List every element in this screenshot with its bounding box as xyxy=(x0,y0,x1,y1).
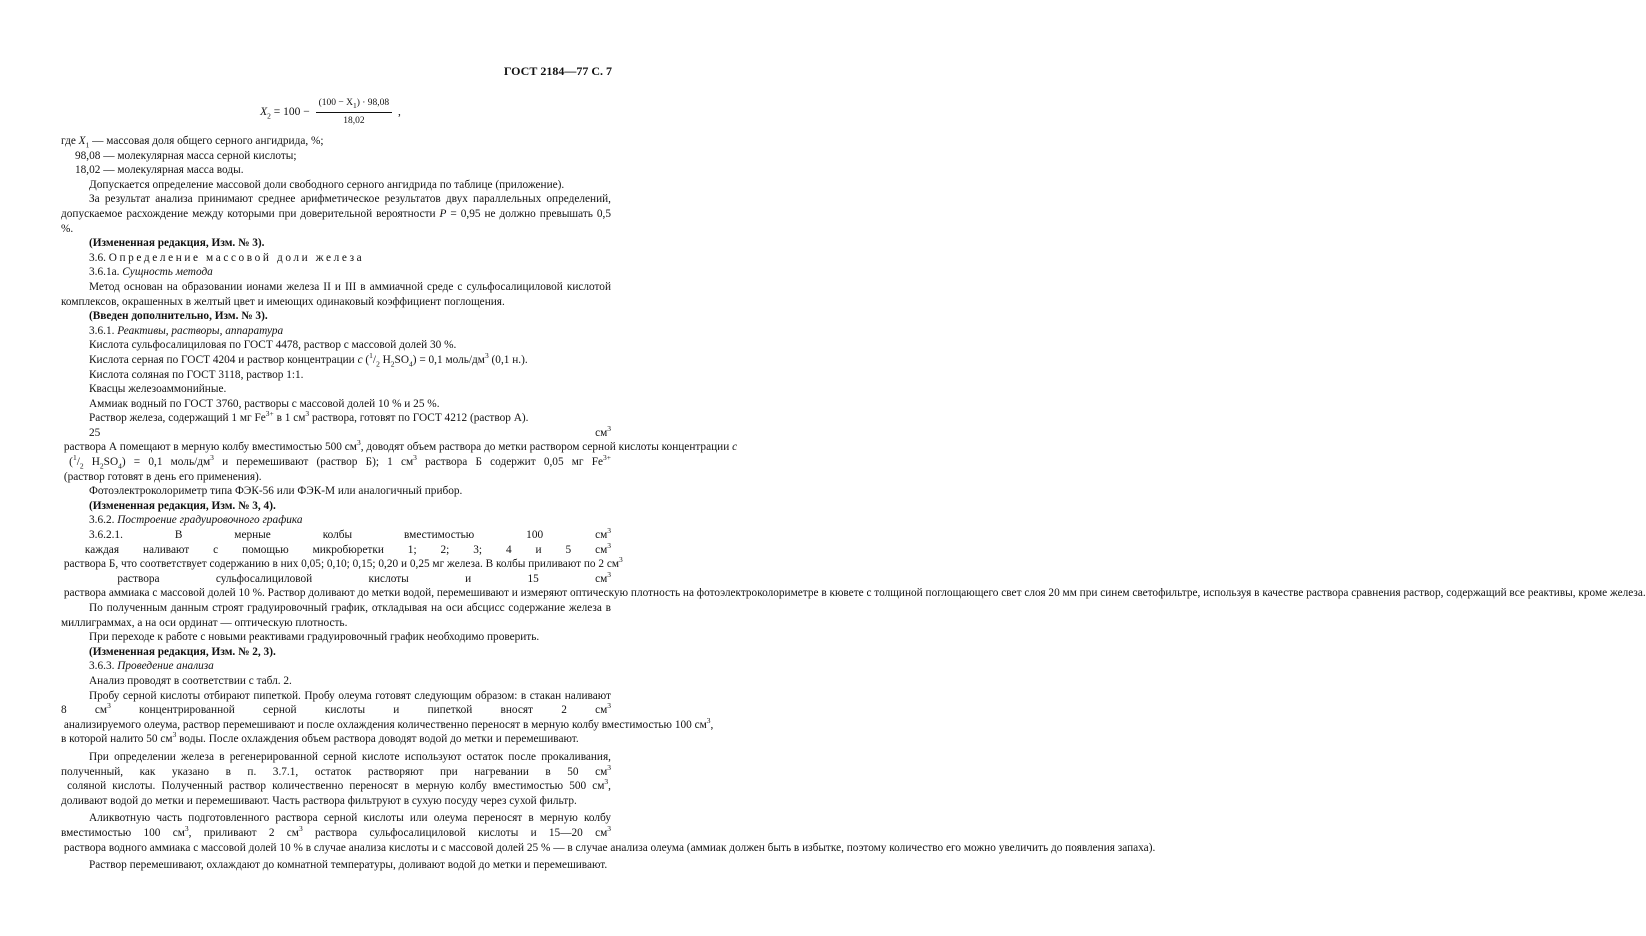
document-body xyxy=(61,134,1646,873)
paragraph-graph: По полученным данным строят градуировочный график, откладывая на оси абсцисс содержание железа в миллиграммах, а на оси ординат — оптическую плотность. xyxy=(61,602,611,629)
edition-note-4: (Измененная редакция, Изм. № 2, 3). xyxy=(89,645,276,658)
formula-numerator: $(100 - X_1) \cdot 98,08$ xyxy=(316,96,393,113)
section-3-6-1-heading: 3.6.1. Реактивы, растворы, аппаратура xyxy=(89,324,284,337)
legend-1802: 18,02 — молекулярная масса воды. xyxy=(75,164,244,177)
edition-note-2: (Введен дополнительно, Изм. № 3). xyxy=(89,310,268,323)
paragraph-table-note: Допускается определение массовой доли свободного серного ангидрида по таблице (приложение). xyxy=(89,178,565,191)
paragraph-sampling: Пробу серной кислоты отбирают пипеткой. Пробу олеума готовят следующим образом: в стакан наливают 8 $см^3$ концентрированной серной кислоты и пипеткой вносят 2 $см^3$ анализируемого олеума, раствор перемешивают и после охлаждения количественно переносят в мерную колбу вместимостью 100 $см^3$, в которой налито 50 $см^3$ воды. После охлаждения объем раствора доводят водой до метки и перемешивают. xyxy=(61,689,714,746)
reagent-hydrochloric: Кислота соляная по ГОСТ 3118, раствор 1:1. xyxy=(89,368,304,381)
paragraph-aliquot: Аликвотную часть подготовленного раствора серной кислоты или олеума переносят в мерную колбу вместимостью 100 $см^3$, приливают 2 $см^3$ раствора сульфосалициловой кислоты и 15—20 $см^3$ раствора водного аммиака с массовой долей 10 % в случае анализа кислоты и с массовой долей 25 % — в случае анализа олеума (аммиак должен быть в избытке, поэтому количество его можно увеличить до появления запаха). xyxy=(61,812,1156,854)
section-3-6-heading: 3.6. Определение массовой доли железа xyxy=(89,251,365,264)
formula-denominator: 18,02 xyxy=(343,115,365,126)
edition-note-3: (Измененная редакция, Изм. № 3, 4). xyxy=(89,499,276,512)
reagent-iron-solution: Раствор железа, содержащий 1 мг $Fe^{3+}$ в 1 $см^3$ раствора, готовят по ГОСТ 4212 (раствор А). xyxy=(89,409,529,425)
formula-lhs-sub: 2 xyxy=(267,111,271,121)
reagent-solution-b: 25 $см^3$ раствора А помещают в мерную колбу вместимостью 500 $см^3$, доводят объем раствора до метки раствором серной кислоты концентрации c ($^1/_2$ $H_2SO_4) = 0,1$ моль/$дм^3$ и перемешивают (раствор Б); 1 $см^3$ раствора Б содержит 0,05 мг $Fe^{3+}$ (раствор готовят в день его применения). xyxy=(61,424,738,483)
section-3-6-3-heading: 3.6.3. Проведение анализа xyxy=(89,660,214,673)
page-header: ГОСТ 2184—77 С. 7 xyxy=(503,64,612,78)
section-3-6-1a-heading: 3.6.1а. Сущность метода xyxy=(89,266,213,279)
section-3-6-2-heading: 3.6.2. Построение градуировочного графика xyxy=(89,514,303,527)
paragraph-final-mix: Раствор перемешивают, охлаждают до комнатной температуры, доливают водой до метки и перемешивают. xyxy=(89,859,608,872)
apparatus-photocolorimeter: Фотоэлектроколориметр типа ФЭК-56 или ФЭК-М или аналогичный прибор. xyxy=(89,485,463,498)
paragraph-result: За результат анализа принимают среднее арифметическое результатов двух параллельных определений, допускаемое расхождение между которыми при доверительной вероятности P = 0,95 не должно превышать 0,5 %. xyxy=(61,193,611,235)
formula-eq: = 100 − xyxy=(270,105,313,118)
legend-x1: где $X_1$ — массовая доля общего серного ангидрида, %; xyxy=(61,135,324,150)
paragraph-method: Метод основан на образовании ионами железа II и III в аммиачной среде с сульфосалициловой кислотой комплексов, окрашенных в желтый цвет и имеющих одинаковый коэффициент поглощения. xyxy=(61,280,611,308)
edition-note-1: (Измененная редакция, Изм. № 3). xyxy=(89,237,265,250)
reagent-sulfosalicylic: Кислота сульфосалициловая по ГОСТ 4478, раствор с массовой долей 30 %. xyxy=(89,339,457,352)
paragraph-graph-check: При переходе к работе с новыми реактивами градуировочный график необходимо проверить. xyxy=(89,631,540,644)
reagent-alum: Квасцы железоаммонийные. xyxy=(89,383,227,396)
formula-lhs-var: X xyxy=(260,105,268,118)
paragraph-calibration: 3.6.2.1. В мерные колбы вместимостью 100 $см^3$ каждая наливают с помощью микробюретки 1; 2; 3; 4 и 5 $см^3$ раствора Б, что соответствует содержанию в них 0,05; 0,10; 0,15; 0,20 и 0,25 мг железа. В колбы приливают по 2 $см^3$ раствора сульфосалициловой кислоты и 15 $см^3$ раствора аммиака с массовой долей 10 %. Раствор доливают до метки водой, перемешивают и измеряют оптическую плотность на фотоэлектроколориметре в кювете с толщиной поглощающего свет слоя 20 мм при синем светофильтре, используя в качестве раствора сравнения раствор, содержащий все реактивы, кроме железа. xyxy=(61,526,1646,600)
reagent-sulfuric: Кислота серная по ГОСТ 4204 и раствор концентрации c ($^1/_2$ $H_2SO_4) = 0,1$ моль/$дм^3$ (0,1 н.). xyxy=(89,351,528,369)
reagent-ammonia: Аммиак водный по ГОСТ 3760, растворы с массовой долей 10 % и 25 %. xyxy=(89,397,440,410)
formula-x2 xyxy=(0,96,661,128)
paragraph-regenerated: При определении железа в регенерированной серной кислоте используют остаток после прокаливания, полученный, как указано в п. 3.7.1, остаток растворяют при нагревании в 50 $см^3$ соляной кислоты. Полученный раствор количественно переносят в мерную колбу вместимостью 500 $см^3$, доливают водой до метки и перемешивают. Часть раствора фильтруют в сухую посуду через сухой фильтр. xyxy=(61,750,611,807)
legend-9808: 98,08 — молекулярная масса серной кислоты; xyxy=(75,149,297,162)
formula-tail: , xyxy=(395,105,401,118)
paragraph-analysis: Анализ проводят в соответствии с табл. 2. xyxy=(89,674,292,687)
formula-fraction xyxy=(316,96,393,128)
